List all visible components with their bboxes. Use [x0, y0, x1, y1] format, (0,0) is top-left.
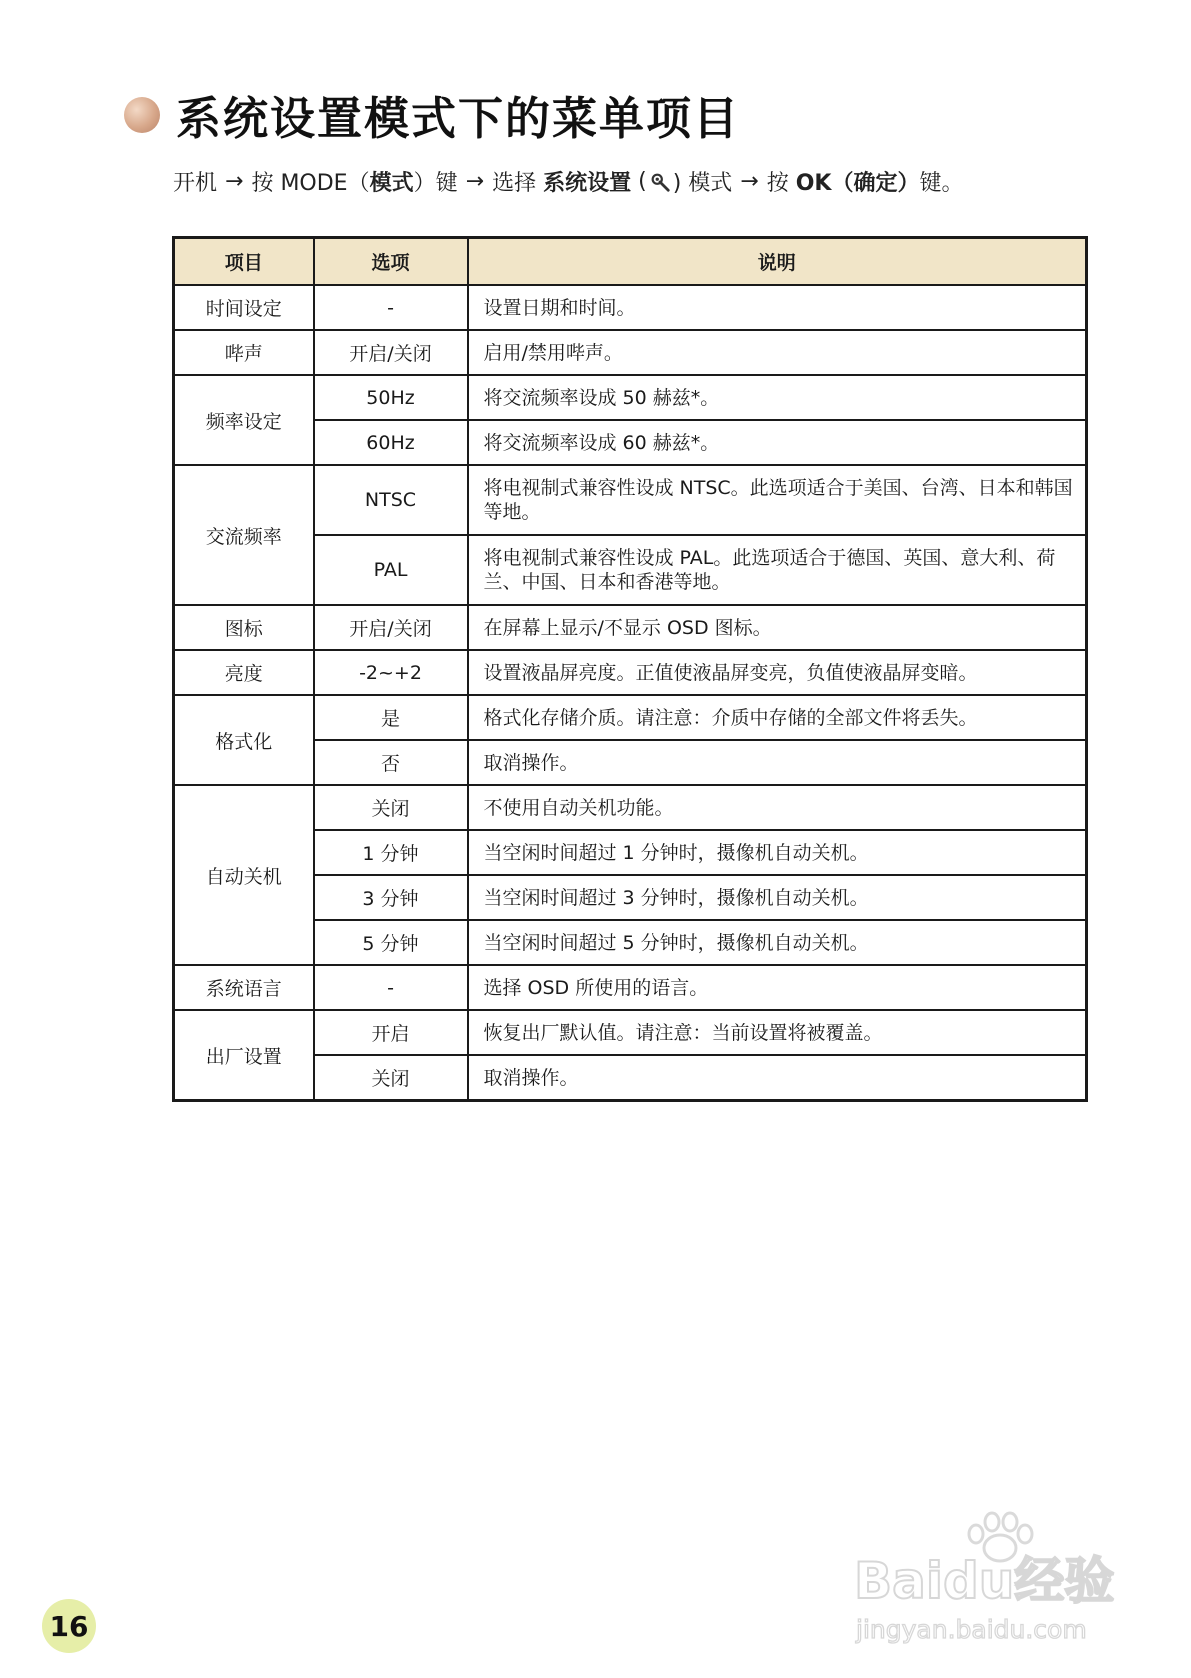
option-cell: NTSC	[314, 465, 468, 535]
desc-cell: 格式化存储介质。请注意：介质中存储的全部文件将丢失。	[468, 695, 1087, 740]
desc-cell: 启用/禁用哔声。	[468, 330, 1087, 375]
option-cell: -	[314, 285, 468, 330]
instruction-press: 按	[766, 171, 789, 196]
item-cell: 哔声	[174, 330, 314, 375]
desc-cell: 将交流频率设成 60 赫兹*。	[468, 420, 1087, 465]
option-cell: 开启	[314, 1010, 468, 1055]
option-cell: 50Hz	[314, 375, 468, 420]
option-cell: 3 分钟	[314, 875, 468, 920]
option-cell: 开启/关闭	[314, 605, 468, 650]
instruction-power-on: 开机	[173, 171, 218, 196]
table-row	[174, 375, 1087, 420]
item-cell: 格式化	[174, 695, 314, 785]
desc-cell: 在屏幕上显示/不显示 OSD 图标。	[468, 605, 1087, 650]
table-row	[174, 285, 1087, 330]
table-row	[174, 330, 1087, 375]
table-row	[174, 785, 1087, 830]
desc-cell: 当空闲时间超过 5 分钟时，摄像机自动关机。	[468, 920, 1087, 965]
header-item: 项目	[174, 238, 314, 286]
page-number-badge: 16	[42, 1599, 96, 1653]
item-cell: 交流频率	[174, 465, 314, 605]
option-cell: -	[314, 965, 468, 1010]
instruction-select: 选择	[492, 171, 537, 196]
item-cell: 图标	[174, 605, 314, 650]
desc-cell: 设置日期和时间。	[468, 285, 1087, 330]
desc-cell: 将交流频率设成 50 赫兹*。	[468, 375, 1087, 420]
desc-cell: 不使用自动关机功能。	[468, 785, 1087, 830]
desc-cell: 当空闲时间超过 3 分钟时，摄像机自动关机。	[468, 875, 1087, 920]
table-row	[174, 965, 1087, 1010]
table-header-row	[174, 238, 1087, 286]
table-row	[174, 650, 1087, 695]
option-cell: 否	[314, 740, 468, 785]
arrow-icon: →	[740, 169, 759, 194]
desc-cell: 恢复出厂默认值。请注意：当前设置将被覆盖。	[468, 1010, 1087, 1055]
item-cell: 频率设定	[174, 375, 314, 465]
instruction-press-mode: 按 MODE（	[251, 171, 370, 196]
instruction-mode-label: 模式	[369, 171, 414, 196]
instruction-paren-open: (	[638, 169, 647, 194]
page-title: 系统设置模式下的菜单项目	[176, 92, 741, 145]
instruction-ok-label: OK（确定）	[795, 171, 920, 196]
item-cell: 时间设定	[174, 285, 314, 330]
instruction-paren-close: ) 模式	[672, 171, 733, 196]
table-row	[174, 695, 1087, 740]
desc-cell: 设置液晶屏亮度。正值使液晶屏变亮，负值使液晶屏变暗。	[468, 650, 1087, 695]
watermark-url: jingyan.baidu.com	[856, 1615, 1087, 1644]
option-cell: PAL	[314, 535, 468, 605]
instruction-key-end: 键。	[919, 171, 964, 196]
option-cell: 1 分钟	[314, 830, 468, 875]
title-bullet	[124, 97, 160, 133]
option-cell: 关闭	[314, 1055, 468, 1101]
item-cell: 出厂设置	[174, 1010, 314, 1101]
arrow-icon: →	[465, 169, 485, 194]
option-cell: 60Hz	[314, 420, 468, 465]
option-cell: 关闭	[314, 785, 468, 830]
menu-table	[172, 236, 1088, 1102]
table-row	[174, 1010, 1087, 1055]
desc-cell: 将电视制式兼容性设成 PAL。此选项适合于德国、英国、意大利、荷兰、中国、日本和香港等地。	[468, 535, 1087, 605]
desc-cell: 取消操作。	[468, 740, 1087, 785]
instruction-system-setting: 系统设置	[543, 171, 632, 196]
table-row	[174, 465, 1087, 535]
header-option: 选项	[314, 238, 468, 286]
table-row	[174, 605, 1087, 650]
baidu-watermark	[850, 1510, 1140, 1650]
desc-cell: 将电视制式兼容性设成 NTSC。此选项适合于美国、台湾、日本和韩国等地。	[468, 465, 1087, 535]
desc-cell: 选择 OSD 所使用的语言。	[468, 965, 1087, 1010]
gear-wrench-icon	[649, 171, 671, 193]
instruction-key: ）键	[413, 171, 458, 196]
arrow-icon: →	[225, 169, 244, 194]
item-cell: 系统语言	[174, 965, 314, 1010]
item-cell: 自动关机	[174, 785, 314, 965]
header-desc: 说明	[468, 238, 1087, 286]
item-cell: 亮度	[174, 650, 314, 695]
desc-cell: 取消操作。	[468, 1055, 1087, 1101]
desc-cell: 当空闲时间超过 1 分钟时，摄像机自动关机。	[468, 830, 1087, 875]
option-cell: -2~+2	[314, 650, 468, 695]
option-cell: 是	[314, 695, 468, 740]
option-cell: 开启/关闭	[314, 330, 468, 375]
watermark-brand: Baidu经验	[854, 1552, 1115, 1610]
option-cell: 5 分钟	[314, 920, 468, 965]
instruction-line	[173, 166, 964, 197]
title-row	[124, 82, 740, 147]
